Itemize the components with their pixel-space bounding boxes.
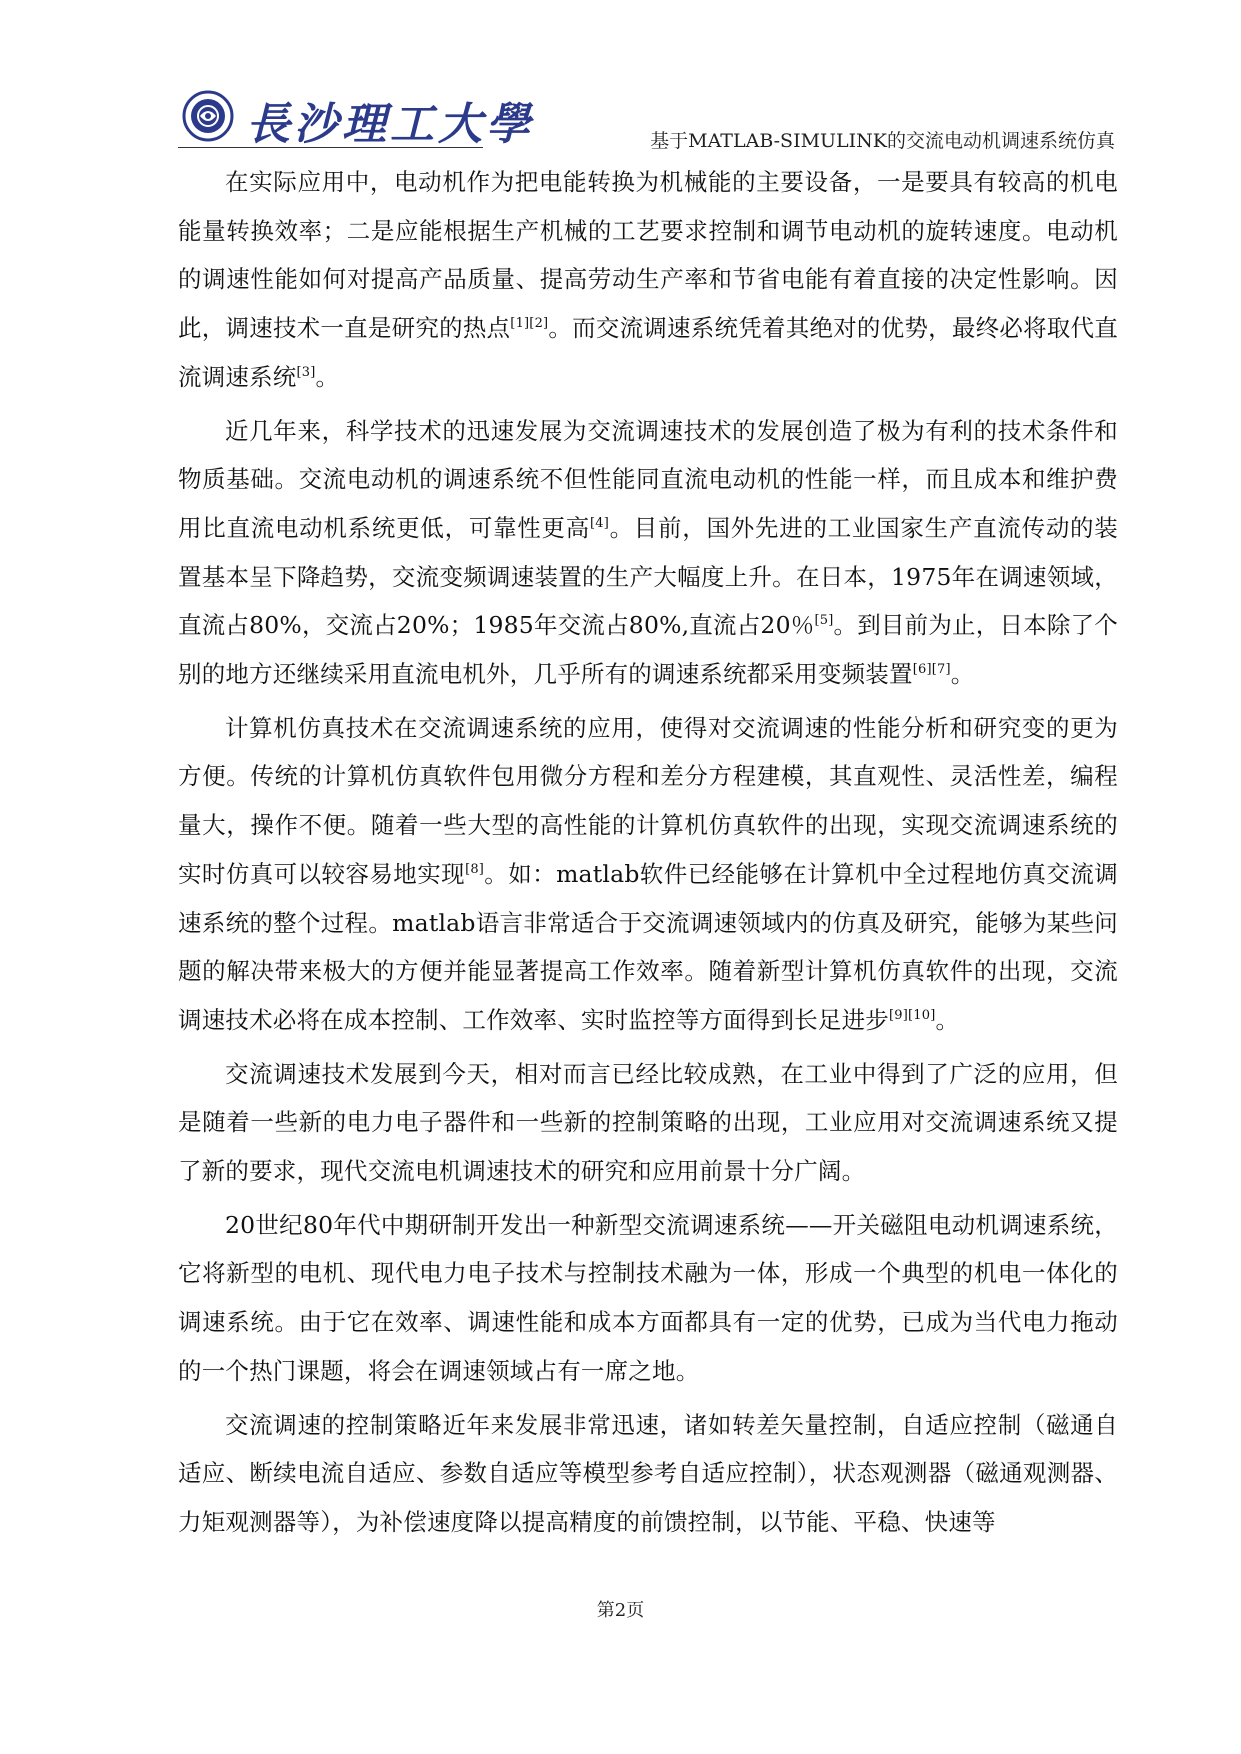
text-run: 在实际应用中，电动机作为把电能转换为机械能的主要设备，一是要具有较高的机电能量转换效率；二是应能根据生产机械的工艺要求控制和调节电动机的旋转速度。电动机的调速性能如何对提高产品质量、提高劳动生产率和节省电能有着直接的决定性影响。因此，调速技术一直是研究的热点 (178, 168, 1118, 343)
text-run: 。如：matlab软件已经能够在计算机中全过程地仿真交流调速系统的整个过程。matlab语言非常适合于交流调速领域内的仿真及研究，能够为某些问题的解决带来极大的方便并能显著提高工作效率。随着新型计算机仿真软件的出现，交流调速技术必将在成本控制、工作效率、实时监控等方面得到长足进步 (178, 859, 1118, 1034)
paragraph-1 (178, 158, 1118, 402)
paragraph-6 (178, 1401, 1118, 1547)
text-run: 。 (950, 660, 975, 689)
paragraph-2 (178, 407, 1118, 699)
text-run: 交流调速技术发展到今天，相对而言已经比较成熟，在工业中得到了广泛的应用，但是随着一些新的电力电子器件和一些新的控制策略的出现，工业应用对交流调速系统又提了新的要求，现代交流电机调速技术的研究和应用前景十分广阔。 (178, 1059, 1118, 1186)
citation-ref: [4] (590, 515, 610, 531)
body-text (178, 158, 1118, 1547)
header-rule (178, 147, 483, 148)
citation-ref: [6][7] (912, 662, 951, 678)
text-run: 。而交流调速系统凭着其绝对的优势，最终必将取代直流调速系统 (178, 314, 1118, 391)
paragraph-5 (178, 1201, 1118, 1396)
text-run: 交流调速的控制策略近年来发展非常迅速，诸如转差矢量控制，自适应控制（磁通自适应、断续电流自适应、参数自适应等模型参考自适应控制），状态观测器（磁通观测器、力矩观测器等），为补偿速度降以提高精度的前馈控制，以节能、平稳、快速等 (178, 1410, 1118, 1536)
university-seal-icon (182, 90, 234, 142)
citation-ref: [5] (814, 613, 834, 629)
citation-ref: [1][2] (510, 316, 549, 332)
text-run: 近几年来，科学技术的迅速发展为交流调速技术的发展创造了极为有利的技术条件和物质基础。交流电动机的调速系统不但性能同直流电动机的性能一样，而且成本和维护费用比直流电动机系统更低，可靠性更高 (178, 416, 1118, 542)
text-run: 。目前，国外先进的工业国家生产直流传动的装置基本呈下降趋势，交流变频调速装置的生产大幅度上升。在日本，1975年在调速领域，直流占80%，交流占20%；1985年交流占80%,直流占20％ (178, 513, 1118, 640)
text-run: 。 (935, 1005, 960, 1034)
citation-ref: [9][10] (889, 1007, 936, 1023)
university-name: 長沙理工大學 (246, 99, 534, 150)
citation-ref: [3] (296, 364, 316, 380)
text-run: 计算机仿真技术在交流调速系统的应用，使得对交流调速的性能分析和研究变的更为方便。传统的计算机仿真软件包用微分方程和差分方程建模，其直观性、灵活性差，编程量大，操作不便。随着一些大型的高性能的计算机仿真软件的出现，实现交流调速系统的实时仿真可以较容易地实现 (178, 713, 1118, 888)
paragraph-3 (178, 704, 1118, 1045)
document-title: 基于MATLAB-SIMULINK的交流电动机调速系统仿真 (650, 130, 1115, 152)
text-run: 。 (315, 362, 340, 391)
text-run: 20世纪80年代中期研制开发出一种新型交流调速系统——开关磁阻电动机调速系统，它将新型的电机、现代电力电子技术与控制技术融为一体，形成一个典型的机电一体化的调速系统。由于它在效率、调速性能和成本方面都具有一定的优势，已成为当代电力拖动的一个热门课题，将会在调速领域占有一席之地。 (178, 1210, 1118, 1385)
text-run: 。到目前为止，日本除了个别的地方还继续采用直流电机外，几乎所有的调速系统都采用变频装置 (178, 611, 1118, 689)
paragraph-4 (178, 1050, 1118, 1196)
page-header (178, 86, 1115, 152)
citation-ref: [8] (465, 861, 485, 877)
university-logo (178, 86, 534, 150)
page-number: 第2页 (596, 1600, 645, 1621)
